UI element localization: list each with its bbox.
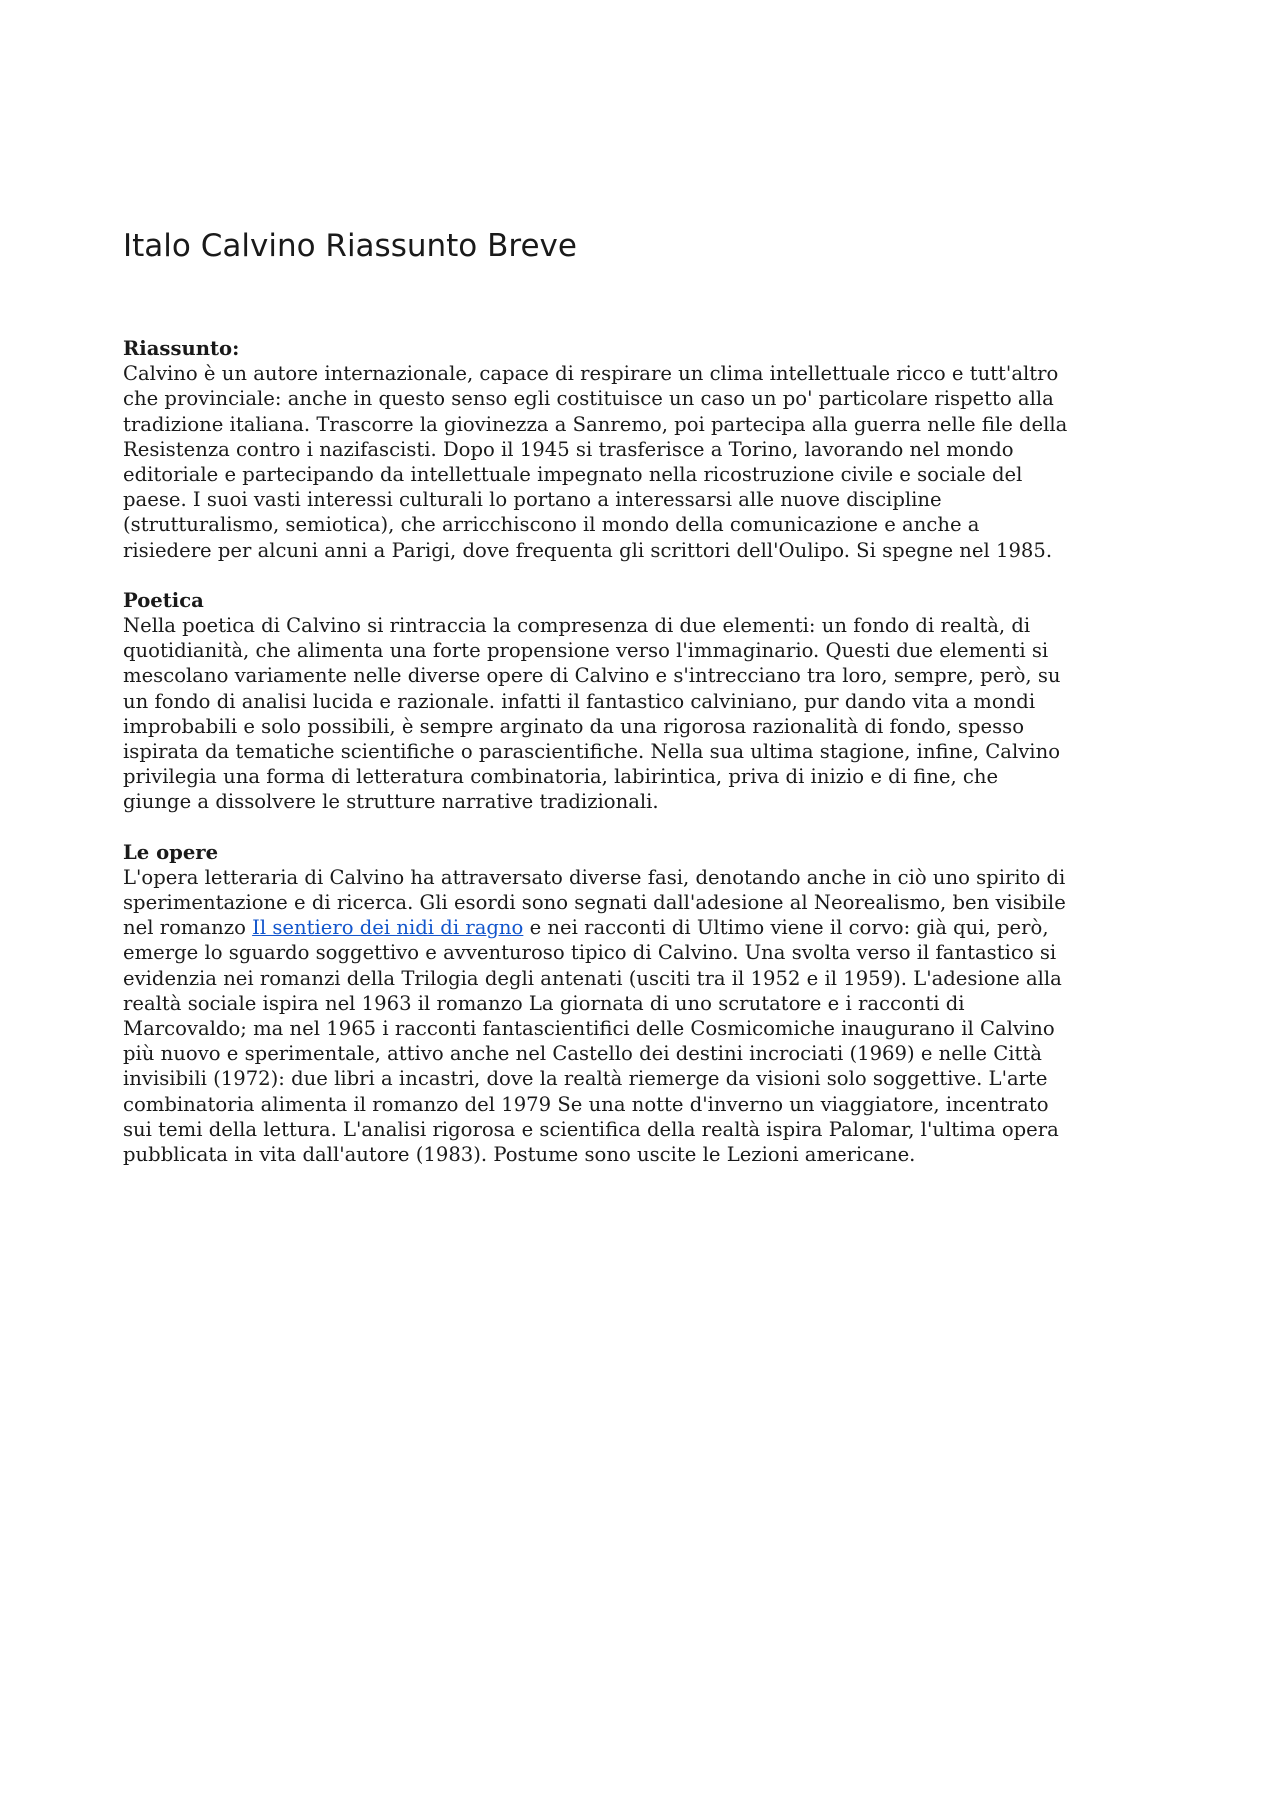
paragraph-line: improbabili e solo possibili, è sempre arginato da una rigorosa razionalità di fondo, spesso [123, 714, 1025, 738]
paragraph-line: L'opera letteraria di Calvino ha attraversato diverse fasi, denotando anche in ciò uno spirito di [123, 865, 1066, 889]
section-opere [123, 840, 1183, 1168]
paragraph-line: tradizione italiana. Trascorre la giovinezza a Sanremo, poi partecipa alla guerra nelle file della [123, 412, 1068, 436]
paragraph-line: Resistenza contro i nazifascisti. Dopo il 1945 si trasferisce a Torino, lavorando nel mondo [123, 437, 1014, 461]
link-il-sentiero-dei-nidi-di-ragno[interactable]: Il sentiero dei nidi di ragno [252, 916, 524, 940]
paragraph-line: un fondo di analisi lucida e razionale. infatti il fantastico calviniano, pur dando vita a mondi [123, 689, 1036, 713]
paragraph-line: ispirata da tematiche scientifiche o parascientifiche. Nella sua ultima stagione, infine, Calvino [123, 740, 1060, 764]
section-heading-poetica: Poetica [123, 588, 204, 612]
paragraph-line: Calvino è un autore internazionale, capace di respirare un clima intellettuale ricco e tutt'altro [123, 362, 1059, 386]
section-heading-opere: Le opere [123, 840, 219, 864]
paragraph-line: sperimentazione e di ricerca. Gli esordi sono segnati dall'adesione al Neorealismo, ben visibile [123, 891, 1066, 915]
inline-text: nel romanzo [123, 916, 253, 940]
paragraph-line: pubblicata in vita dall'autore (1983). Postume sono uscite le Lezioni americane. [123, 1143, 916, 1167]
paragraph-line-with-link [123, 915, 1183, 940]
section-poetica [123, 588, 1183, 815]
paragraph-line: privilegia una forma di letteratura combinatoria, labirintica, priva di inizio e di fine, che [123, 765, 999, 789]
paragraph-line: invisibili (1972): due libri a incastri, dove la realtà riemerge da visioni solo soggettive. L'arte [123, 1067, 1048, 1091]
paragraph-line: Marcovaldo; ma nel 1965 i racconti fantascientifici delle Cosmicomiche inaugurano il Calvino [123, 1017, 1055, 1041]
section-heading-riassunto: Riassunto: [123, 337, 240, 360]
paragraph-line: Nella poetica di Calvino si rintraccia la compresenza di due elementi: un fondo di realtà, di [123, 614, 1031, 638]
paragraph-line: evidenzia nei romanzi della Trilogia degli antenati (usciti tra il 1952 e il 1959). L'adesione alla [123, 966, 1062, 990]
inline-text: e nei racconti di Ultimo viene il corvo: già qui, però, [523, 916, 1049, 940]
paragraph-line: quotidianità, che alimenta una forte propensione verso l'immaginario. Questi due elementi si [123, 639, 1049, 663]
document-body [123, 336, 1183, 1192]
paragraph-line: paese. I suoi vasti interessi culturali lo portano a interessarsi alle nuove discipline [123, 488, 942, 512]
paragraph-line: mescolano variamente nelle diverse opere di Calvino e s'intrecciano tra loro, sempre, però, su [123, 664, 1061, 688]
paragraph-line: che provinciale: anche in questo senso egli costituisce un caso un po' particolare rispetto alla [123, 387, 1054, 411]
paragraph-line: emerge lo sguardo soggettivo e avventuroso tipico di Calvino. Una svolta verso il fantastico si [123, 941, 1057, 965]
section-riassunto [123, 336, 1183, 563]
page-title: Italo Calvino Riassunto Breve [123, 228, 577, 264]
paragraph-line: più nuovo e sperimentale, attivo anche nel Castello dei destini incrociati (1969) e nelle Città [123, 1042, 1042, 1066]
paragraph-line: realtà sociale ispira nel 1963 il romanzo La giornata di uno scrutatore e i racconti di [123, 991, 965, 1015]
paragraph-line: sui temi della lettura. L'analisi rigorosa e scientifica della realtà ispira Palomar, l'ultima opera [123, 1117, 1059, 1141]
paragraph-line: (strutturalismo, semiotica), che arricchiscono il mondo della comunicazione e anche a [123, 513, 980, 537]
paragraph-line: combinatoria alimenta il romanzo del 1979 Se una notte d'inverno un viaggiatore, incentrato [123, 1092, 1049, 1116]
paragraph-line: editoriale e partecipando da intellettuale impegnato nella ricostruzione civile e sociale del [123, 463, 1023, 487]
paragraph-line: risiedere per alcuni anni a Parigi, dove frequenta gli scrittori dell'Oulipo. Si spegne nel 1985. [123, 538, 1053, 562]
paragraph-line: giunge a dissolvere le strutture narrative tradizionali. [123, 790, 659, 814]
